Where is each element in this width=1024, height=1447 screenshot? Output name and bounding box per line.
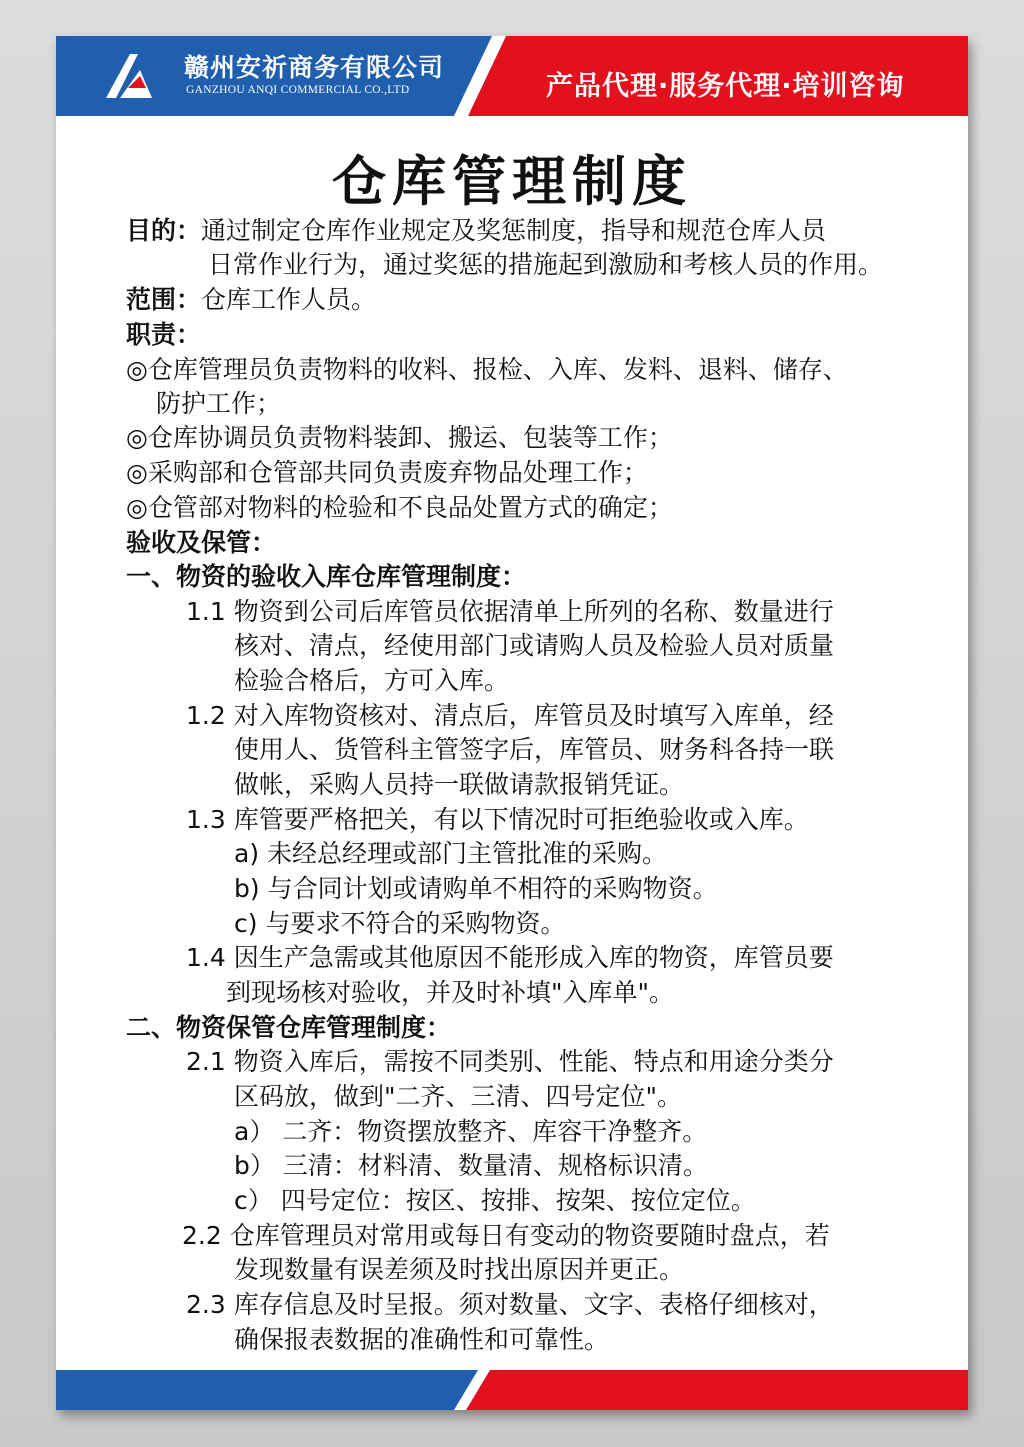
section2-line: 确保报表数据的准确性和可靠性。	[234, 1325, 610, 1354]
section1-line: 使用人、货管科主管签字后，库管员、财务科各持一联	[234, 735, 835, 764]
company-name-en: GANZHOU ANQI COMMERCIAL CO.,LTD	[186, 84, 410, 96]
section2-heading: 二、物资保管仓库管理制度：	[126, 1013, 452, 1042]
section2-line: 区码放，做到"二齐、三清、四号定位"。	[234, 1082, 682, 1111]
page-title: 仓库管理制度	[332, 150, 692, 213]
section1-line: 1.3 库管要严格把关，有以下情况时可拒绝验收或入库。	[186, 805, 809, 834]
section1-line: c) 与要求不符合的采购物资。	[234, 909, 566, 938]
section2-line: 2.3 库存信息及时呈报。须对数量、文字、表格仔细核对，	[186, 1290, 834, 1319]
footer-banner	[56, 1370, 968, 1410]
purpose-label: 目的：	[126, 216, 202, 245]
receiving-label: 验收及保管：	[126, 528, 277, 557]
header-banner	[56, 36, 968, 116]
scope-label: 范围：	[126, 285, 202, 314]
header-slogan: 产品代理·服务代理·培训咨询	[546, 71, 905, 102]
purpose-text-1: 通过制定仓库作业规定及奖惩制度，指导和规范仓库人员	[201, 216, 827, 245]
section1-line: 1.2 对入库物资核对、清点后，库管员及时填写入库单，经	[186, 701, 834, 730]
section2-line: 2.1 物资入库后，需按不同类别、性能、特点和用途分类分	[186, 1047, 834, 1076]
duty-item: ◎采购部和仓管部共同负责废弃物品处理工作；	[126, 458, 648, 487]
duties-label: 职责：	[126, 320, 202, 349]
section2-line: c） 四号定位：按区、按排、按架、按位定位。	[234, 1186, 756, 1215]
section1-heading: 一、物资的验收入库仓库管理制度：	[126, 562, 527, 591]
scope-text: 仓库工作人员。	[201, 285, 377, 314]
section1-line: b) 与合同计划或请购单不相符的采购物资。	[234, 874, 718, 903]
company-logo-icon	[106, 54, 152, 98]
company-name-cn: 赣州安祈商务有限公司	[184, 53, 445, 82]
purpose-row	[126, 214, 826, 248]
section1-line: 1.4 因生产急需或其他原因不能形成入库的物资，库管员要	[186, 943, 834, 972]
section2-line: 发现数量有误差须及时找出原因并更正。	[234, 1255, 685, 1284]
section1-line: 1.1 物资到公司后库管员依据清单上所列的名称、数量进行	[186, 597, 834, 626]
section1-line: 核对、清点，经使用部门或请购人员及检验人员对质量	[234, 631, 835, 660]
duty-item: ◎仓库协调员负责物料装卸、搬运、包装等工作；	[126, 423, 673, 452]
section1-line: a) 未经总经理或部门主管批准的采购。	[234, 839, 668, 868]
poster	[56, 36, 968, 1410]
section1-line: 检验合格后，方可入库。	[234, 666, 510, 695]
duty-item: 防护工作；	[156, 389, 282, 418]
duty-item: ◎仓管部对物料的检验和不良品处置方式的确定；	[126, 493, 673, 522]
duty-item: ◎仓库管理员负责物料的收料、报检、入库、发料、退料、储存、	[126, 355, 848, 384]
section1-line: 做帐，采购人员持一联做请款报销凭证。	[234, 770, 685, 799]
section1-line: 到现场核对验收，并及时补填"入库单"。	[226, 978, 674, 1007]
purpose-text-2: 日常作业行为，通过奖惩的措施起到激励和考核人员的作用。	[208, 250, 884, 279]
scope-row	[126, 283, 376, 317]
section2-line: a） 二齐：物资摆放整齐、库容干净整齐。	[234, 1117, 708, 1146]
section2-line: b） 三清：材料清、数量清、规格标识清。	[234, 1151, 708, 1180]
section2-line: 2.2 仓库管理员对常用或每日有变动的物资要随时盘点，若	[182, 1221, 830, 1250]
